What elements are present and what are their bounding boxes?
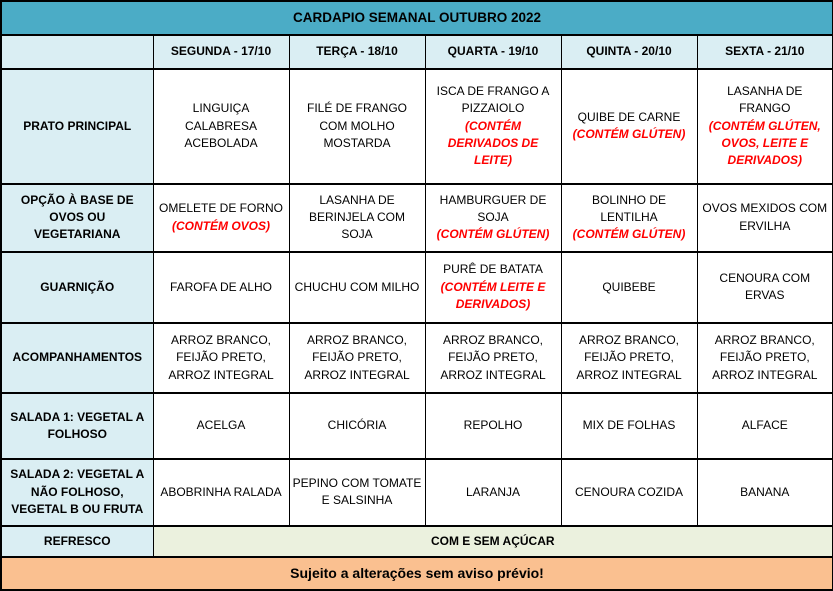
menu-cell: [561, 69, 697, 183]
dish-text: CHUCHU COM MILHO: [294, 279, 420, 294]
corner-cell: [1, 35, 153, 69]
dish-text: BANANA: [740, 484, 790, 499]
row-label-salada-2: SALADA 2: VEGETAL A NÃO FOLHOSO, VEGETAL B OU FRUTA: [1, 459, 153, 526]
refresco-value-cell: COM E SEM AÇÚCAR: [153, 526, 833, 557]
disclaimer-text: Sujeito a alterações sem aviso prévio!: [1, 557, 833, 590]
dish-text: CHICÓRIA: [327, 418, 387, 433]
row-acompanhamentos: [1, 323, 833, 393]
dish-text: ARROZ BRANCO, FEIJÃO PRETO, ARROZ INTEGRAL: [440, 332, 546, 382]
menu-cell: [153, 252, 289, 323]
dish-text: LINGUIÇA CALABRESA ACEBOLADA: [184, 101, 258, 150]
dish-text: ARROZ BRANCO, FEIJÃO PRETO, ARROZ INTEGRAL: [304, 332, 410, 382]
allergen-note: (CONTÉM GLÚTEN): [572, 227, 686, 242]
menu-cell: [425, 69, 561, 183]
dish-text: CENOURA COZIDA: [574, 484, 683, 499]
menu-cell: [561, 184, 697, 252]
menu-cell: [561, 393, 697, 459]
dish-text: MIX DE FOLHAS: [582, 418, 676, 433]
menu-cell: [425, 459, 561, 526]
footer-row: [1, 557, 833, 590]
menu-title: CARDAPIO SEMANAL OUTUBRO 2022: [1, 1, 833, 35]
row-prato-principal: [1, 69, 833, 183]
title-row: [1, 1, 833, 35]
menu-cell: [289, 459, 425, 526]
menu-cell: [289, 184, 425, 252]
menu-cell: [289, 393, 425, 459]
allergen-note: (CONTÉM GLÚTEN, OVOS, LEITE E DERIVADOS): [708, 118, 821, 168]
menu-cell: [153, 459, 289, 526]
row-label-prato-principal: PRATO PRINCIPAL: [1, 69, 153, 183]
dish-text: HAMBURGUER DE SOJA: [439, 192, 547, 224]
menu-cell: [697, 459, 833, 526]
dish-text: ISCA DE FRANGO A PIZZAIOLO: [436, 83, 550, 116]
row-guarnicao: [1, 252, 833, 323]
menu-cell: [289, 323, 425, 393]
menu-cell: [153, 393, 289, 459]
row-refresco: [1, 526, 833, 557]
menu-cell: [425, 184, 561, 252]
dish-text: ARROZ BRANCO, FEIJÃO PRETO, ARROZ INTEGRAL: [168, 332, 274, 382]
dish-text: ALFACE: [741, 418, 788, 433]
row-opcao-vegetariana: [1, 184, 833, 252]
dish-text: FILÉ DE FRANGO COM MOLHO MOSTARDA: [306, 101, 407, 150]
dish-text: ACELGA: [196, 418, 246, 433]
row-label-salada-1: SALADA 1: VEGETAL A FOLHOSO: [1, 393, 153, 459]
menu-cell: [289, 69, 425, 183]
dish-text: LASANHA DE FRANGO: [727, 83, 803, 116]
dish-text: REPOLHO: [463, 418, 523, 433]
day-header-row: [1, 35, 833, 69]
menu-cell: [697, 184, 833, 252]
menu-cell: [561, 252, 697, 323]
dish-text: OMELETE DE FORNO: [158, 201, 283, 216]
allergen-note: (CONTÉM OVOS): [172, 218, 270, 233]
dish-text: QUIBE DE CARNE: [577, 109, 681, 124]
dish-text: OVOS MEXIDOS COM ERVILHA: [702, 201, 828, 233]
day-header-sexta: SEXTA - 21/10: [697, 35, 833, 69]
allergen-note: (CONTÉM DERIVADOS DE LEITE): [447, 118, 539, 168]
day-header-quarta: QUARTA - 19/10: [425, 35, 561, 69]
row-label-guarnicao: GUARNIÇÃO: [1, 252, 153, 323]
menu-cell: [425, 323, 561, 393]
menu-cell: [561, 459, 697, 526]
day-header-quinta: QUINTA - 20/10: [561, 35, 697, 69]
menu-cell: [153, 323, 289, 393]
menu-cell: [153, 184, 289, 252]
row-salada-2: [1, 459, 833, 526]
menu-cell: [425, 393, 561, 459]
day-header-segunda: SEGUNDA - 17/10: [153, 35, 289, 69]
menu-cell: [153, 69, 289, 183]
allergen-note: (CONTÉM GLÚTEN): [572, 127, 686, 142]
dish-text: PEPINO COM TOMATE E SALSINHA: [292, 476, 422, 508]
row-salada-1: [1, 393, 833, 459]
allergen-note: (CONTÉM GLÚTEN): [436, 227, 550, 242]
menu-cell: [561, 323, 697, 393]
dish-text: BOLINHO DE LENTILHA: [591, 192, 666, 224]
row-label-refresco: REFRESCO: [1, 526, 153, 557]
dish-text: ARROZ BRANCO, FEIJÃO PRETO, ARROZ INTEGRAL: [576, 332, 682, 382]
menu-cell: [697, 393, 833, 459]
menu-cell: [697, 323, 833, 393]
menu-cell: [289, 252, 425, 323]
menu-cell: [697, 69, 833, 183]
row-label-opcao-vegetariana: OPÇÃO À BASE DE OVOS OU VEGETARIANA: [1, 184, 153, 252]
dish-text: FAROFA DE ALHO: [169, 279, 273, 294]
day-header-terca: TERÇA - 18/10: [289, 35, 425, 69]
dish-text: ABOBRINHA RALADA: [160, 484, 282, 499]
dish-text: PURÊ DE BATATA: [443, 262, 543, 277]
dish-text: LARANJA: [465, 484, 521, 499]
allergen-note: (CONTÉM LEITE E DERIVADOS): [440, 279, 546, 311]
menu-cell: [425, 252, 561, 323]
dish-text: ARROZ BRANCO, FEIJÃO PRETO, ARROZ INTEGRAL: [712, 332, 818, 382]
dish-text: QUIBEBE: [602, 279, 656, 294]
menu-cell: [697, 252, 833, 323]
dish-text: CENOURA COM ERVAS: [719, 270, 811, 303]
row-label-acompanhamentos: ACOMPANHAMENTOS: [1, 323, 153, 393]
dish-text: LASANHA DE BERINJELA COM SOJA: [308, 192, 406, 242]
